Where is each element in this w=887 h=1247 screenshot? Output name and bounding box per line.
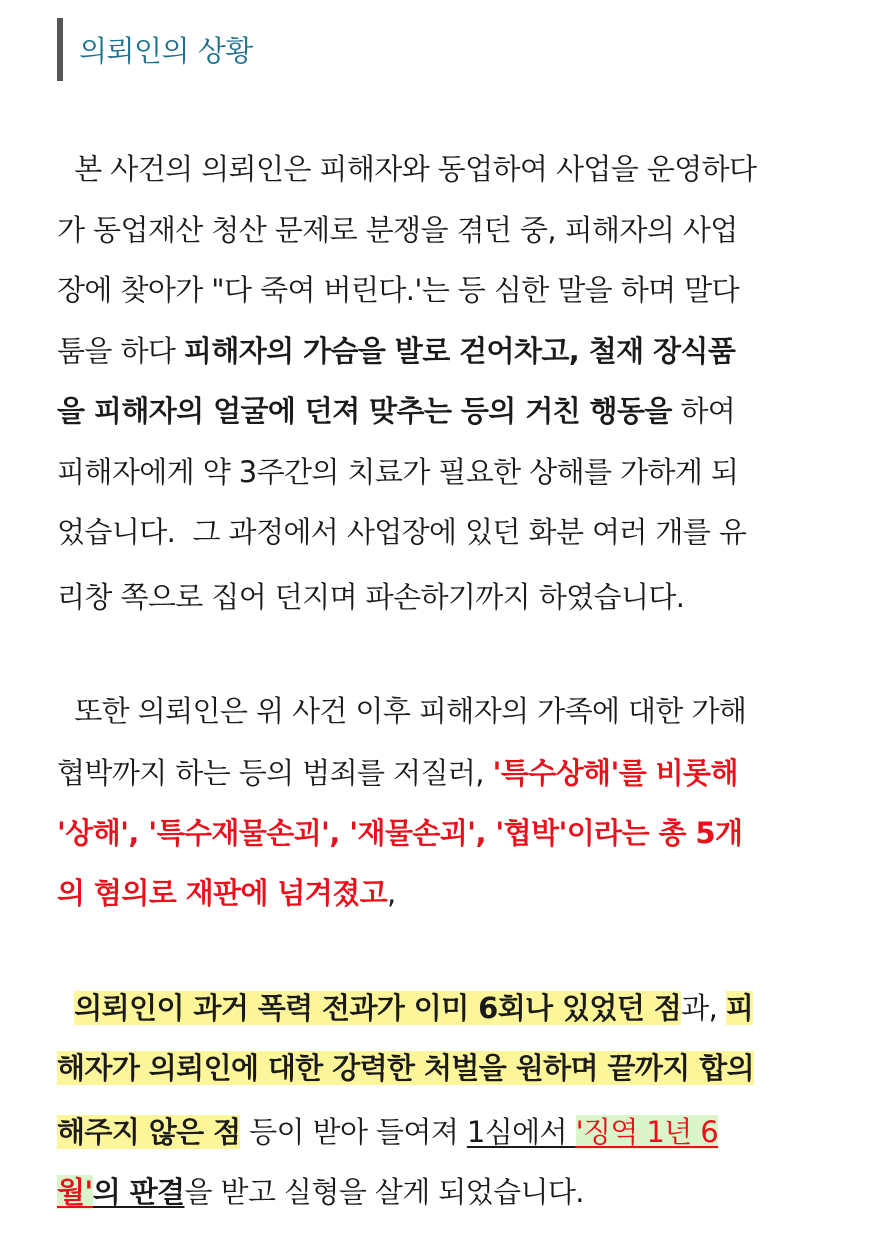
text-line (57, 1170, 584, 1211)
text-line (57, 689, 746, 730)
text-run: 리창 쪽으로 집어 던지며 파손하기까지 하였습니다. (57, 580, 685, 614)
text-run: 본 사건의 의뢰인은 피해자와 동업하여 사업을 운영하다 (57, 152, 757, 186)
bold-text: 피해자의 가슴을 발로 걷어차고, 철재 장식품 (183, 334, 736, 368)
text-line (57, 510, 746, 551)
text-line (57, 329, 735, 370)
highlighted-text: 해주지 않은 점 (57, 1115, 241, 1149)
highlighted-text: 피 (725, 991, 754, 1025)
highlighted-text: 의뢰인이 과거 폭력 전과가 이미 6회나 있었던 점 (74, 991, 682, 1025)
text-run (57, 991, 74, 1025)
text-line (57, 575, 684, 616)
text-run: 을 받고 실형을 살게 되었습니다. (184, 1175, 584, 1209)
text-run: 었습니다. 그 과정에서 사업장에 있던 화분 여러 개를 유 (57, 515, 747, 549)
red-emphasis: '상해', '특수재물손괴', '재물손괴', '협박'이라는 총 5개 (57, 816, 743, 850)
text-line (57, 1110, 718, 1151)
text-run: 과, (681, 991, 726, 1025)
text-run: 가 동업재산 청산 문제로 분쟁을 겪던 중, 피해자의 사업 (57, 213, 738, 247)
text-line (57, 1046, 754, 1087)
text-run: 툼을 하다 (57, 334, 184, 368)
text-line (57, 389, 735, 430)
text-line (57, 147, 756, 188)
red-emphasis: 의 혐의로 재판에 넘겨졌고 (57, 876, 388, 910)
bold-text: 을 피해자의 얼굴에 던져 맞추는 등의 거친 행동을 (57, 394, 672, 428)
text-run: 협박까지 하는 등의 범죄를 저질러, (57, 756, 493, 790)
text-run: 장에 찾아가 "다 죽여 버린다.'는 등 심한 말을 하며 말다 (57, 273, 739, 307)
highlighted-text: 해자가 의뢰인에 대한 강력한 처벌을 원하며 끝까지 합의 (57, 1051, 754, 1085)
text-run: 또한 의뢰인은 위 사건 이후 피해자의 가족에 대한 가해 (57, 694, 747, 728)
text-run: 등이 받아 들여져 (240, 1115, 467, 1149)
text-line (57, 268, 739, 309)
sentence-highlight: '징역 1년 6 (575, 1115, 719, 1149)
section-heading (57, 18, 253, 81)
underlined-text: 1심에서 (466, 1115, 576, 1149)
text-run: 하여 (671, 394, 736, 428)
sentence-highlight: 월' (57, 1175, 93, 1209)
text-run: 피해자에게 약 3주간의 치료가 필요한 상해를 가하게 되 (57, 455, 739, 489)
red-emphasis: '특수상해'를 비롯해 (492, 756, 738, 790)
text-line (57, 986, 753, 1027)
underlined-text: 의 판결 (92, 1175, 185, 1209)
section-title: 의뢰인의 상황 (79, 34, 253, 68)
text-line (57, 871, 396, 912)
text-line (57, 450, 738, 491)
text-run: , (387, 876, 396, 910)
text-line (57, 811, 742, 852)
text-line (57, 751, 738, 792)
text-line (57, 208, 738, 249)
